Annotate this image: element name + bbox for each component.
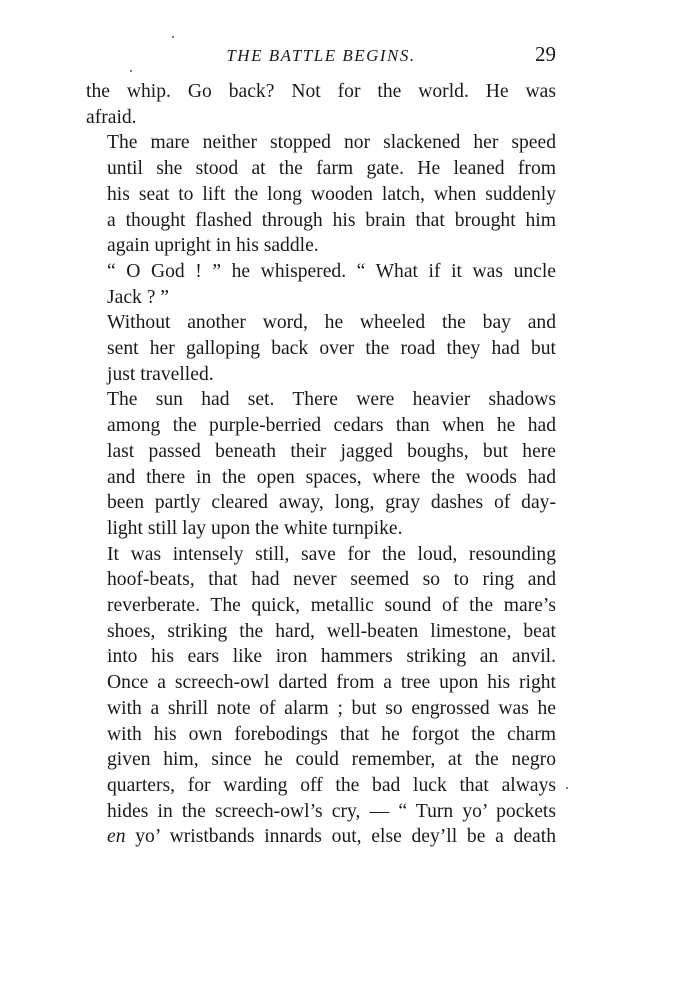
text-line: “ O God ! ” he whispered. “ What if it was uncle	[107, 260, 556, 282]
text-line: until she stood at the farm gate. He leaned from	[107, 158, 556, 180]
italic-word: en	[107, 826, 126, 848]
text-line: sent her galloping back over the road they had but	[107, 338, 556, 360]
paragraph	[86, 130, 556, 259]
text-line: and there in the open spaces, where the woods had	[107, 466, 556, 488]
text-line: The sun had set. There were heavier shadows	[107, 389, 556, 411]
line-rest: yo’ wristbands innards out, else dey’ll be a death	[125, 826, 556, 848]
text-line: hoof-beats, that had never seemed so to ring and	[107, 569, 556, 591]
text-line: given him, since he could remember, at the negro	[107, 749, 556, 771]
body-text	[86, 79, 556, 850]
text-line: again upright in his saddle.	[107, 235, 319, 257]
text-line: last passed beneath their jagged boughs, but here	[107, 440, 556, 462]
text-line: hides in the screech-owl’s cry, — “ Turn yo’ pockets	[107, 800, 556, 822]
running-title: THE BATTLE BEGINS.	[226, 46, 416, 65]
page-number: 29	[535, 42, 556, 66]
paragraph	[86, 542, 556, 850]
text-line: It was intensely still, save for the loud, resounding	[107, 543, 556, 565]
paper-speck	[172, 36, 174, 38]
text-line: a thought flashed through his brain that brought him	[107, 209, 556, 231]
paragraph	[86, 259, 556, 310]
running-head	[86, 42, 556, 74]
text-line: Jack ? ”	[107, 286, 170, 308]
text-line: his seat to lift the long wooden latch, when suddenly	[107, 183, 556, 205]
text-line: just travelled.	[107, 363, 214, 385]
text-line: been partly cleared away, long, gray dashes of day-	[107, 492, 556, 514]
text-line	[86, 824, 556, 850]
text-line: quarters, for warding off the bad luck that always	[107, 774, 556, 796]
text-line: into his ears like iron hammers striking an anvil.	[107, 646, 556, 668]
text-line: with a shrill note of alarm ; but so engrossed was he	[107, 697, 556, 719]
text-line: Once a screech-owl darted from a tree upon his right	[107, 672, 556, 694]
text-line: light still lay upon the white turnpike.	[107, 517, 403, 539]
text-line: afraid.	[86, 106, 137, 128]
text-line: The mare neither stopped nor slackened her speed	[107, 132, 556, 154]
text-line: reverberate. The quick, metallic sound of the mare’s	[107, 595, 556, 617]
text-line: Without another word, he wheeled the bay and	[107, 312, 556, 334]
text-line: the whip. Go back? Not for the world. He was	[86, 81, 556, 102]
text-line: with his own forebodings that he forgot the charm	[107, 723, 556, 745]
text-line: shoes, striking the hard, well-beaten limestone, beat	[107, 620, 556, 642]
paper-speck	[566, 787, 568, 789]
paragraph	[86, 387, 556, 541]
text-line: among the purple-berried cedars than when he had	[107, 415, 556, 437]
paragraph	[86, 310, 556, 387]
paragraph	[86, 79, 556, 130]
